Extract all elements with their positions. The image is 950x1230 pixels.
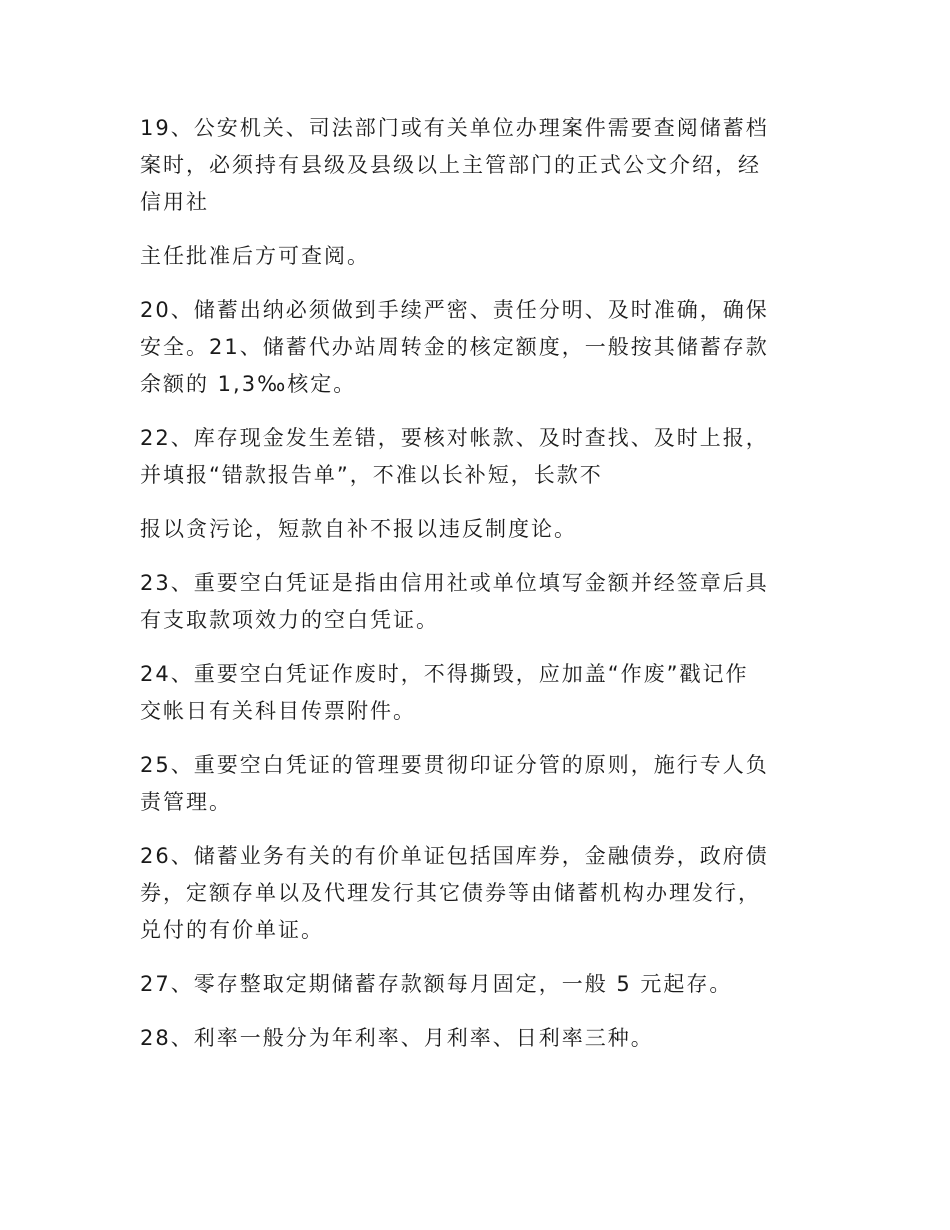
text-line: 交帐日有关科目传票附件。 xyxy=(140,699,416,723)
text-line: 28、利率一般分为年利率、月利率、日利率三种。 xyxy=(140,1026,654,1050)
text-line: 22、库存现金发生差错，要核对帐款、及时查找、及时上报， xyxy=(140,426,769,450)
text-line: 主任批准后方可查阅。 xyxy=(140,244,370,268)
text-line: 余额的 1,3‰核定。 xyxy=(140,372,357,396)
paragraph xyxy=(140,292,820,403)
paragraph xyxy=(140,238,820,275)
text-line: 报以贪污论，短款自补不报以违反制度论。 xyxy=(140,517,577,541)
text-line: 20、储蓄出纳必须做到手续严密、责任分明、及时准确，确保 xyxy=(140,298,769,322)
paragraph xyxy=(140,1020,820,1057)
text-line: 责管理。 xyxy=(140,790,232,814)
text-line: 案时，必须持有县级及县级以上主管部门的正式公文介绍，经 xyxy=(140,153,761,177)
text-line: 安全。21、储蓄代办站周转金的核定额度，一般按其储蓄存款 xyxy=(140,335,769,359)
text-line: 25、重要空白凭证的管理要贯彻印证分管的原则，施行专人负 xyxy=(140,753,769,777)
paragraph xyxy=(140,747,820,821)
text-line: 兑付的有价单证。 xyxy=(140,918,324,942)
paragraph xyxy=(140,966,820,1003)
paragraph xyxy=(140,511,820,548)
paragraph xyxy=(140,110,820,221)
paragraph xyxy=(140,656,820,730)
text-line: 券，定额存单以及代理发行其它债券等由储蓄机构办理发行， xyxy=(140,881,761,905)
text-line: 27、零存整取定期储蓄存款额每月固定，一般 5 元起存。 xyxy=(140,972,733,996)
paragraph xyxy=(140,565,820,639)
text-line: 19、公安机关、司法部门或有关单位办理案件需要查阅储蓄档 xyxy=(140,116,769,140)
paragraph xyxy=(140,420,820,494)
text-line: 并填报“错款报告单”，不准以长补短，长款不 xyxy=(140,463,603,487)
text-line: 24、重要空白凭证作废时，不得撕毁，应加盖“作废”戳记作 xyxy=(140,662,749,686)
text-line: 信用社 xyxy=(140,190,209,214)
paragraph xyxy=(140,838,820,949)
document-body xyxy=(140,110,820,1074)
text-line: 23、重要空白凭证是指由信用社或单位填写金额并经签章后具 xyxy=(140,571,769,595)
text-line: 有支取款项效力的空白凭证。 xyxy=(140,608,439,632)
text-line: 26、储蓄业务有关的有价单证包括国库券，金融债券，政府债 xyxy=(140,844,769,868)
